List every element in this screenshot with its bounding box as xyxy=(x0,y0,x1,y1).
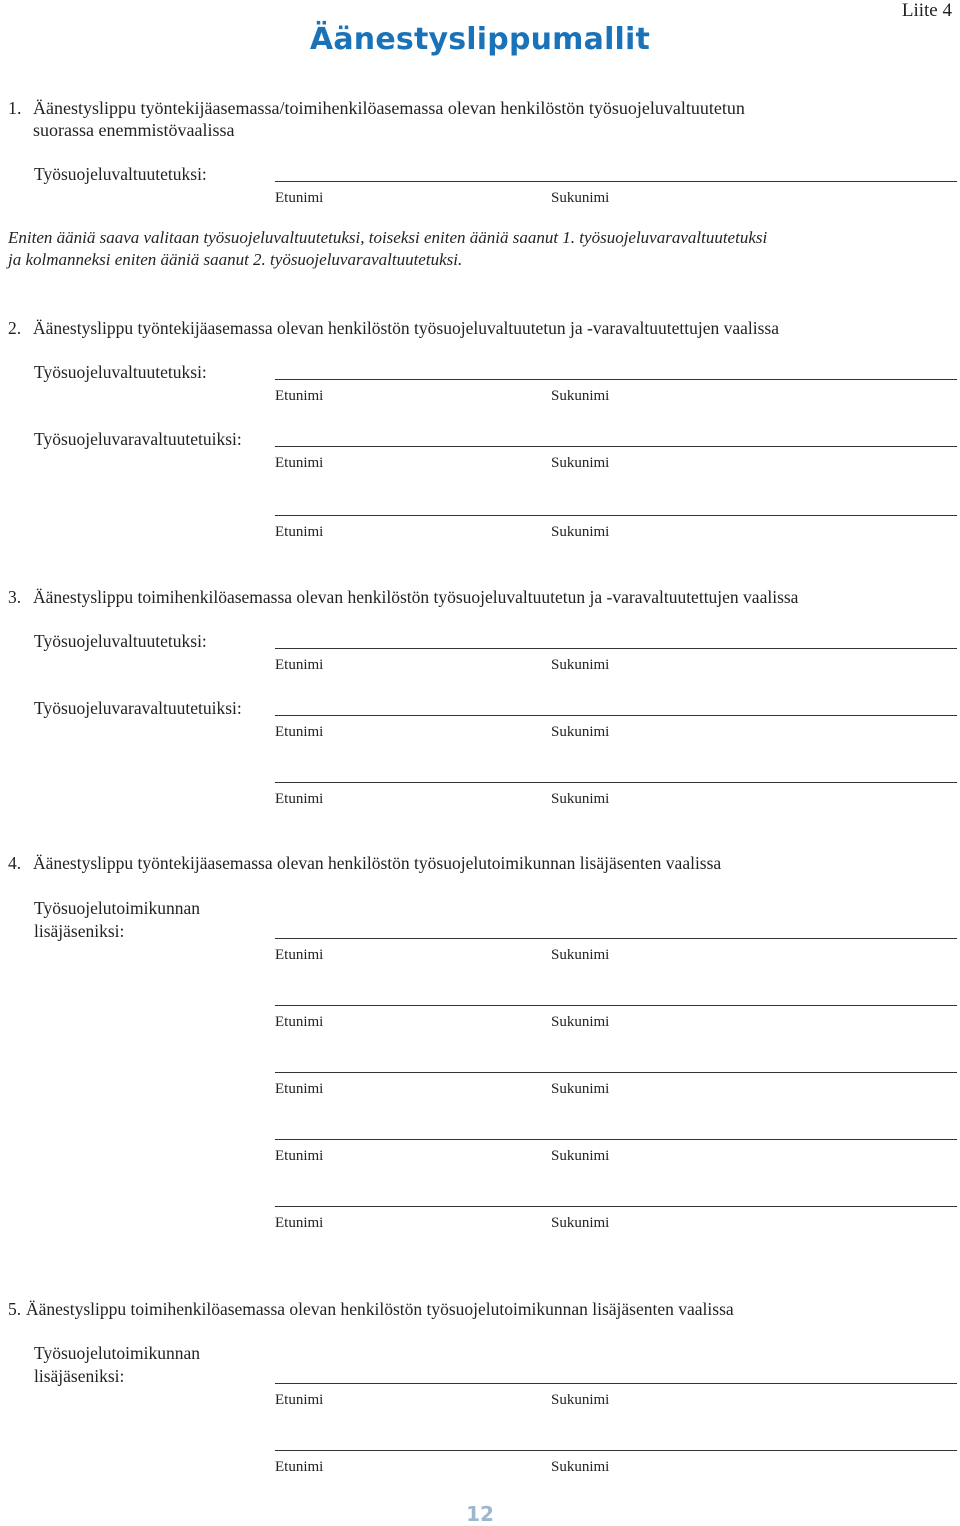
last-name-caption: Sukunimi xyxy=(551,190,610,206)
section-3-heading xyxy=(8,586,953,608)
name-input-line[interactable] xyxy=(275,379,957,380)
first-name-caption: Etunimi xyxy=(275,524,324,540)
attachment-label: Liite 4 xyxy=(901,0,952,21)
last-name-caption: Sukunimi xyxy=(551,388,610,404)
first-name-caption: Etunimi xyxy=(275,657,324,673)
last-name-caption: Sukunimi xyxy=(551,791,610,807)
name-input-line[interactable] xyxy=(275,715,957,716)
name-input-line[interactable] xyxy=(275,648,957,649)
name-input-line[interactable] xyxy=(275,1450,957,1451)
name-input-line[interactable] xyxy=(275,181,957,182)
first-name-caption: Etunimi xyxy=(275,1014,324,1030)
section-3-number: 3. xyxy=(8,587,22,607)
section-1-note-line1: Eniten ääniä saava valitaan työsuojeluvaltuutetuksi, toiseksi eniten ääniä saanut 1. työsuojeluvaravaltuutetuksi xyxy=(8,228,768,247)
section-5-label-line2: lisäjäseniksi: xyxy=(34,1366,125,1386)
name-input-line[interactable] xyxy=(275,515,957,516)
section-2-number: 2. xyxy=(8,318,22,338)
section-2-deputies-label: Työsuojeluvaravaltuutetuiksi: xyxy=(34,429,242,449)
section-5-members-label xyxy=(34,1342,200,1388)
last-name-caption: Sukunimi xyxy=(551,1392,610,1408)
section-3-deputies-label: Työsuojeluvaravaltuutetuiksi: xyxy=(34,698,242,718)
page-number: 12 xyxy=(466,1502,494,1526)
first-name-caption: Etunimi xyxy=(275,1459,324,1475)
section-1-number: 1. xyxy=(8,98,22,118)
first-name-caption: Etunimi xyxy=(275,1215,324,1231)
section-1-heading xyxy=(8,97,953,141)
last-name-caption: Sukunimi xyxy=(551,1459,610,1475)
first-name-caption: Etunimi xyxy=(275,791,324,807)
section-1-heading-line1: Äänestyslippu työntekijäasemassa/toimihenkilöasemassa olevan henkilöstön työsuojeluvaltuutetun xyxy=(33,98,745,118)
section-5-number: 5. xyxy=(8,1299,22,1319)
last-name-caption: Sukunimi xyxy=(551,657,610,673)
last-name-caption: Sukunimi xyxy=(551,524,610,540)
section-2-heading-text: Äänestyslippu työntekijäasemassa olevan henkilöstön työsuojeluvaltuutetun ja -varavaltuutettujen vaalissa xyxy=(33,318,779,338)
section-3-representative-label: Työsuojeluvaltuutetuksi: xyxy=(34,631,207,651)
name-input-line[interactable] xyxy=(275,1139,957,1140)
section-4-number: 4. xyxy=(8,853,22,873)
section-4-label-line1: Työsuojelutoimikunnan xyxy=(34,898,200,918)
section-2-representative-label: Työsuojeluvaltuutetuksi: xyxy=(34,362,207,382)
first-name-caption: Etunimi xyxy=(275,455,324,471)
last-name-caption: Sukunimi xyxy=(551,455,610,471)
first-name-caption: Etunimi xyxy=(275,1392,324,1408)
section-1-heading-line2: suorassa enemmistövaalissa xyxy=(33,120,235,140)
first-name-caption: Etunimi xyxy=(275,1148,324,1164)
section-3-heading-text: Äänestyslippu toimihenkilöasemassa olevan henkilöstön työsuojeluvaltuutetun ja -varavaltuutettujen vaalissa xyxy=(33,587,799,607)
section-4-heading xyxy=(8,852,953,874)
name-input-line[interactable] xyxy=(275,1072,957,1073)
section-5-heading xyxy=(8,1298,953,1320)
last-name-caption: Sukunimi xyxy=(551,1215,610,1231)
section-1-note xyxy=(8,227,953,271)
section-5-label-line1: Työsuojelutoimikunnan xyxy=(34,1343,200,1363)
last-name-caption: Sukunimi xyxy=(551,724,610,740)
section-4-heading-text: Äänestyslippu työntekijäasemassa olevan henkilöstön työsuojelutoimikunnan lisäjäsenten vaalissa xyxy=(33,853,722,873)
page-title: Äänestyslippumallit xyxy=(309,22,651,57)
first-name-caption: Etunimi xyxy=(275,947,324,963)
section-2-heading xyxy=(8,317,953,339)
name-input-line[interactable] xyxy=(275,938,957,939)
last-name-caption: Sukunimi xyxy=(551,1148,610,1164)
section-1-note-line2: ja kolmanneksi eniten ääniä saanut 2. työsuojeluvaravaltuutetuksi. xyxy=(8,250,463,269)
last-name-caption: Sukunimi xyxy=(551,947,610,963)
name-input-line[interactable] xyxy=(275,446,957,447)
first-name-caption: Etunimi xyxy=(275,388,324,404)
section-4-label-line2: lisäjäseniksi: xyxy=(34,921,125,941)
name-input-line[interactable] xyxy=(275,1383,957,1384)
name-input-line[interactable] xyxy=(275,1206,957,1207)
last-name-caption: Sukunimi xyxy=(551,1014,610,1030)
first-name-caption: Etunimi xyxy=(275,724,324,740)
section-4-members-label xyxy=(34,897,200,943)
section-1-representative-label: Työsuojeluvaltuutetuksi: xyxy=(34,164,207,184)
section-5-heading-text: Äänestyslippu toimihenkilöasemassa olevan henkilöstön työsuojelutoimikunnan lisäjäsenten vaalissa xyxy=(26,1299,734,1319)
first-name-caption: Etunimi xyxy=(275,1081,324,1097)
name-input-line[interactable] xyxy=(275,1005,957,1006)
name-input-line[interactable] xyxy=(275,782,957,783)
last-name-caption: Sukunimi xyxy=(551,1081,610,1097)
first-name-caption: Etunimi xyxy=(275,190,324,206)
